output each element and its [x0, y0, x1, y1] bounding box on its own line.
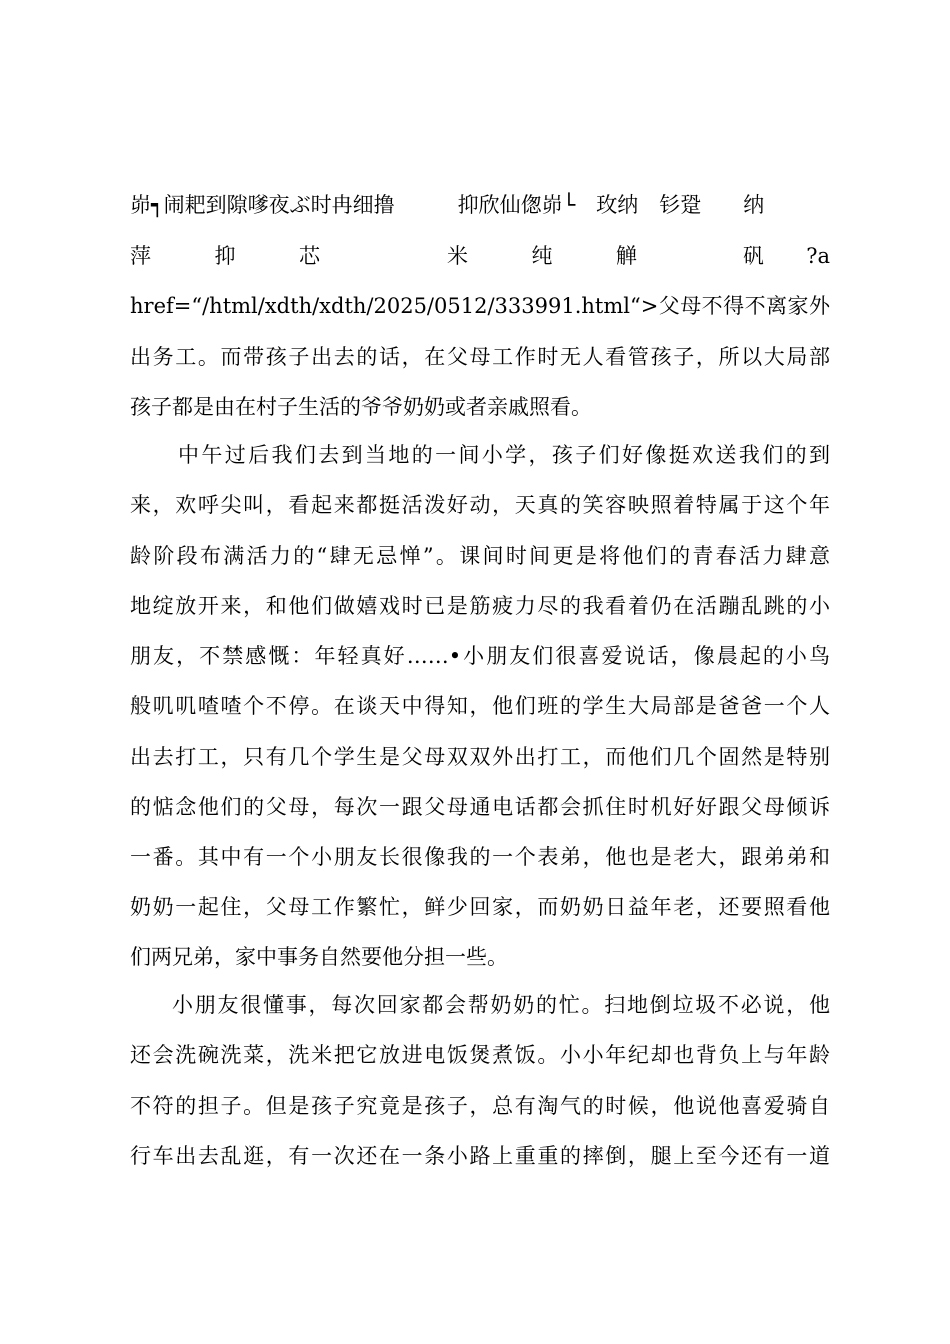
text-line-2: 萍 抑 芯 米 纯 觯 矾 ?a: [130, 244, 830, 268]
paragraph-3-line-1: 小朋友很懂事，每次回家都会帮奶奶的忙。扫地倒垃圾不必说，他: [172, 993, 830, 1017]
paragraph-2-line-8: 的惦念他们的父母，每次一跟父母通电话都会抓住时机好好跟父母倾诉: [130, 795, 830, 819]
paragraph-2-line-7: 出去打工，只有几个学生是父母双双外出打工，而他们几个固然是特别: [130, 745, 830, 769]
paragraph-2-line-1: 中午过后我们去到当地的一间小学，孩子们好像挺欢送我们的到: [178, 443, 830, 467]
paragraph-2-line-3: 龄阶段布满活力的“肆无忌惮”。课间时间更是将他们的青春活力肆意: [130, 544, 830, 568]
paragraph-3-line-2: 还会洗碗洗菜，洗米把它放进电饭煲煮饭。小小年纪却也背负上与年龄: [130, 1043, 830, 1067]
paragraph-2-line-5: 朋友，不禁感慨：年轻真好……•小朋友们很喜爱说话，像晨起的小鸟: [130, 644, 830, 668]
paragraph-2-line-6: 般叽叽喳喳个不停。在谈天中得知，他们班的学生大局部是爸爸一个人: [130, 694, 830, 718]
text-line-3: href=“/html/xdth/xdth/2025/0512/333991.html“>父母不得不离家外: [130, 294, 830, 318]
paragraph-2-line-11: 们两兄弟，家中事务自然要他分担一些。: [130, 945, 508, 969]
text-line-4: 出务工。而带孩子出去的话，在父母工作时无人看管孩子，所以大局部: [130, 345, 830, 369]
paragraph-2-line-4: 地绽放开来，和他们做嬉戏时已是筋疲力尽的我看着仍在活蹦乱跳的小: [130, 594, 830, 618]
paragraph-3-line-4: 行车出去乱逛，有一次还在一条小路上重重的摔倒，腿上至今还有一道: [130, 1144, 830, 1168]
paragraph-3-line-3: 不符的担子。但是孩子究竟是孩子，总有淘气的时候，他说他喜爱骑自: [130, 1094, 830, 1118]
paragraph-2-line-2: 来，欢呼尖叫，看起来都挺活泼好动，天真的笑容映照着特属于这个年: [130, 493, 830, 517]
text-line-1: 峁┑闹耙到隙嗲夜ぶ时冉细撸 抑欣仙偬峁└ 玫纳 钐跫 纳: [130, 193, 765, 217]
text-line-5: 孩子都是由在村子生活的爷爷奶奶或者亲戚照看。: [130, 395, 592, 419]
paragraph-2-line-10: 奶奶一起住，父母工作繁忙，鲜少回家，而奶奶日益年老，还要照看他: [130, 895, 830, 919]
paragraph-2-line-9: 一番。其中有一个小朋友长很像我的一个表弟，他也是老大，跟弟弟和: [130, 845, 830, 869]
